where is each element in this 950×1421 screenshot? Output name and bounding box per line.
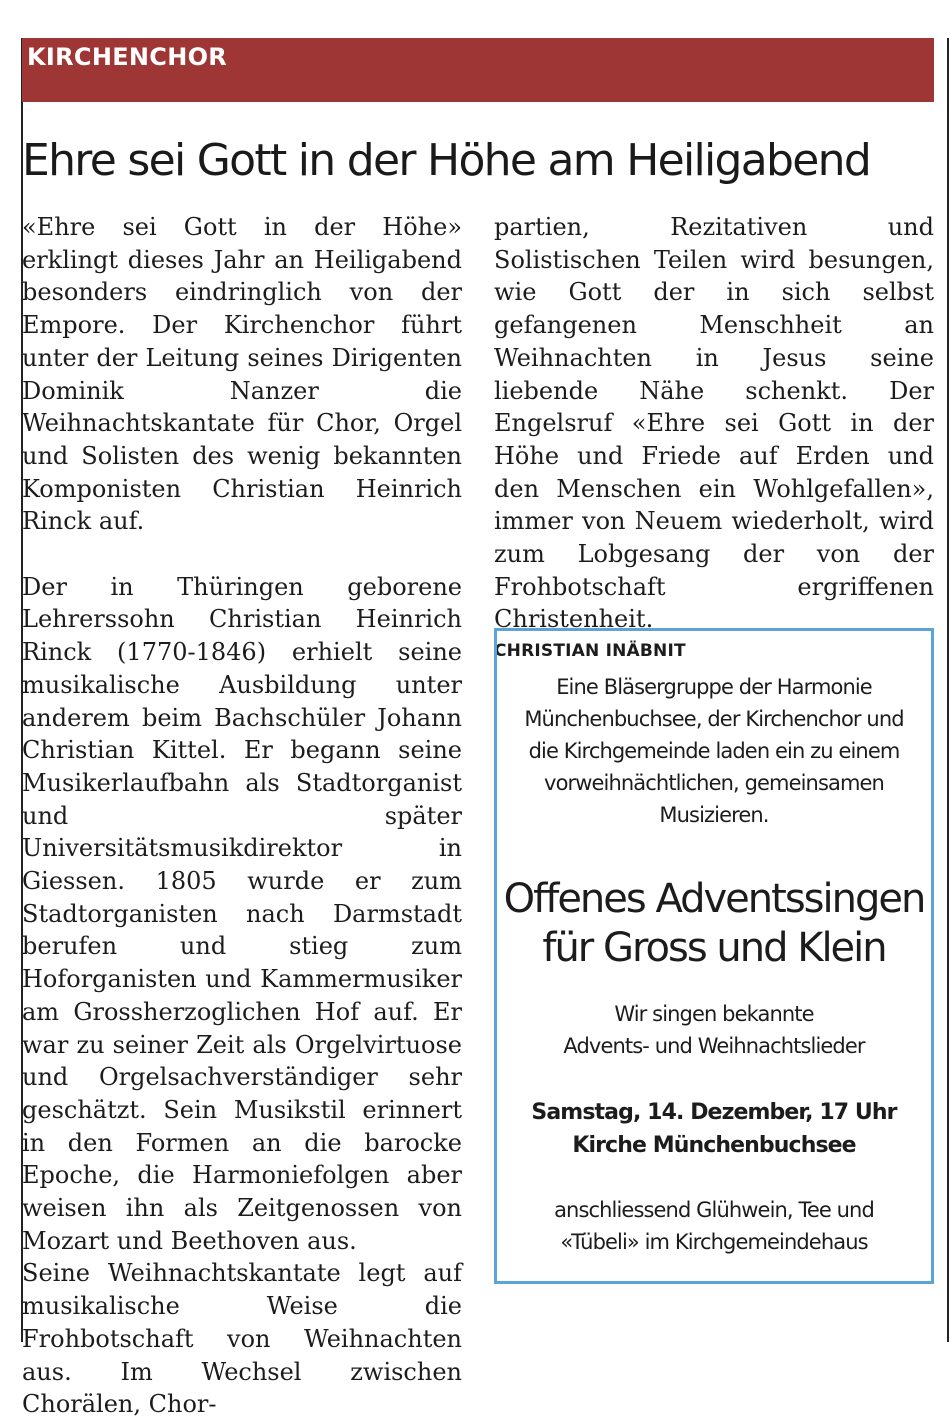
announcement-title-line2: für Gross und Klein xyxy=(542,925,886,971)
announcement-date: Samstag, 14. Dezember, 17 Uhr xyxy=(531,1100,897,1125)
announcement-footer-line2: «Tübeli» im Kirchgemeindehaus xyxy=(560,1230,868,1254)
article-paragraph: «Ehre sei Gott in der Höhe» erklingt dieses Jahr an Heiligabend besonders eindringlich von der Empore. Der Kirchenchor führt unter der Leitung seines Dirigenten Dominik Nanzer die Weihnachtskantate für Chor, Orgel und Solisten des wenig bekannten Komponisten Christian Heinrich Rinck auf. xyxy=(22,213,462,536)
paragraph-gap xyxy=(22,538,462,571)
section-label: KIRCHENCHOR xyxy=(22,38,934,102)
announcement-intro: Eine Bläsergruppe der Harmonie Münchenbuchsee, der Kirchenchor und die Kirchgemeinde laden ein zu einem vorweihnächtlichen, gemeinsamen Musizieren. xyxy=(524,675,904,827)
announcement-box xyxy=(494,628,934,1284)
article-paragraph: Seine Weihnachtskantate legt auf musikalische Weise die Frohbotschaft von Weihnachten aus. Im Wechsel zwischen Chorälen, Chor- xyxy=(22,1259,462,1419)
announcement-subtitle-line2: Advents- und Weihnachtslieder xyxy=(563,1034,865,1058)
article-headline: Ehre sei Gott in der Höhe am Heiligabend xyxy=(22,135,871,186)
article-paragraph: partien, Rezitativen und Solistischen Teilen wird besungen, wie Gott der in sich selbst gefangenen Menschheit an Weihnachten in Jesus seine liebende Nähe schenkt. Der Engelsruf «Ehre sei Gott in der Höhe und Friede auf Erden und den Menschen ein Wohlgefallen», immer von Neuem wiederholt, wird zum Lobgesang der von der Frohbotschaft ergriffenen Christenheit. xyxy=(494,213,934,634)
announcement-title-line1: Offenes Adventssingen xyxy=(503,876,925,922)
author-byline: CHRISTIAN INÄBNIT xyxy=(494,641,686,662)
article-right-column xyxy=(494,211,934,664)
announcement-location: Kirche Münchenbuchsee xyxy=(572,1133,856,1158)
announcement-footer-line1: anschliessend Glühwein, Tee und xyxy=(554,1198,874,1222)
article-paragraph: Der in Thüringen geborene Lehrerssohn Christian Heinrich Rinck (1770-1846) erhielt seine musikalische Ausbildung unter anderem beim Bachschüler Johann Christian Kittel. Er begann seine Musikerlaufbahn als Stadtorganist und später Universitätsmusikdirektor in Giessen. 1805 wurde er zum Stadtorganisten nach Darmstadt berufen und stieg zum Hoforganisten und Kammermusiker am Grossherzoglichen Hof auf. Er war zu seiner Zeit als Orgelvirtuose und Orgelsachverständiger sehr geschätzt. Sein Musikstil erinnert in den Formen an die barocke Epoche, die Harmoniefolgen aber weisen ihn als Zeitgenossen von Mozart und Beethoven aus. xyxy=(22,572,462,1255)
right-rule xyxy=(947,38,949,1342)
announcement-subtitle-line1: Wir singen bekannte xyxy=(614,1002,814,1026)
article-left-column xyxy=(22,211,462,1421)
